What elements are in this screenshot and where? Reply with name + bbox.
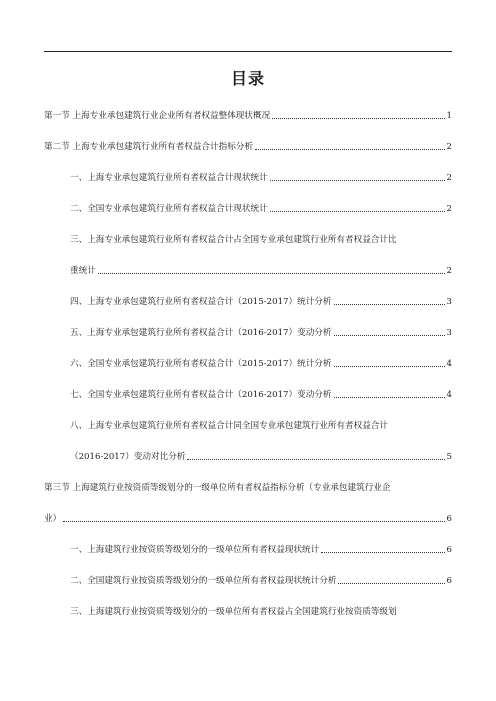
dot-leader <box>321 552 444 553</box>
toc-entry-section-3-continued[interactable] <box>44 513 452 525</box>
toc-entry-text: 三、上海建筑行业按资质等级划分的一级单位所有者权益占全国建筑行业按资质等级划 <box>70 607 397 617</box>
toc-entry-text: 八、上海专业承包建筑行业所有者权益合计同全国专业承包建筑行业所有者权益合计 <box>70 421 388 431</box>
toc-entry-page: 3 <box>446 297 452 307</box>
toc-entry-text: 六、全国专业承包建筑行业所有者权益合计（2015-2017）统计分析 <box>70 359 332 369</box>
toc-entry-page: 2 <box>446 142 452 152</box>
toc-entry-text: 一、上海专业承包建筑行业所有者权益合计现状统计 <box>70 173 268 183</box>
toc-entry-page: 4 <box>446 359 452 369</box>
dot-leader <box>255 149 445 150</box>
toc-entry-text: 重统计 <box>70 266 96 276</box>
toc-entry-page: 6 <box>446 576 452 586</box>
toc-title: 目录 <box>230 69 265 88</box>
toc-entry-section-2[interactable] <box>44 141 452 153</box>
dot-leader <box>270 211 445 212</box>
toc-entry-page: 6 <box>446 545 452 555</box>
toc-entry-2-1[interactable] <box>70 172 452 184</box>
toc-entry-page: 1 <box>446 111 452 121</box>
toc-entry-2-2[interactable] <box>70 203 452 215</box>
toc-entry-page: 2 <box>446 266 452 276</box>
toc-entry-text: 二、全国建筑行业按资质等级划分的一级单位所有者权益现状统计分析 <box>70 576 337 586</box>
toc-entry-text: 七、全国专业承包建筑行业所有者权益合计（2016-2017）变动分析 <box>70 390 332 400</box>
toc-entry-text: 业） <box>44 514 62 524</box>
toc-entry-2-7[interactable] <box>70 389 452 401</box>
dot-leader <box>187 459 444 460</box>
toc-entry-text: 三、上海专业承包建筑行业所有者权益合计占全国专业承包建筑行业所有者权益合计比 <box>70 235 397 245</box>
dot-leader <box>334 366 445 367</box>
dot-leader <box>270 180 445 181</box>
toc-entry-text: 第一节 上海专业承包建筑行业企业所有者权益整体现状概况 <box>44 111 271 121</box>
toc-entry-2-3-continued[interactable] <box>70 265 452 277</box>
dot-leader <box>338 583 444 584</box>
toc-entry-section-1[interactable] <box>44 110 452 122</box>
toc-entry-2-4[interactable] <box>70 296 452 308</box>
toc-entry-text: 四、上海专业承包建筑行业所有者权益合计（2015-2017）统计分析 <box>70 297 332 307</box>
toc-entry-3-2[interactable] <box>70 575 452 587</box>
dot-leader <box>63 521 444 522</box>
toc-entry-2-5[interactable] <box>70 327 452 339</box>
toc-entry-text: 一、上海建筑行业按资质等级划分的一级单位所有者权益现状统计 <box>70 545 320 555</box>
toc-entry-page: 6 <box>446 514 452 524</box>
toc-entry-page: 2 <box>446 204 452 214</box>
toc-entry-page: 2 <box>446 173 452 183</box>
toc-entry-2-8-continued[interactable] <box>70 451 452 463</box>
dot-leader <box>334 304 445 305</box>
toc-entry-3-1[interactable] <box>70 544 452 556</box>
toc-entry-text: 第三节 上海建筑行业按资质等级划分的一级单位所有者权益指标分析（专业承包建筑行业企 <box>44 483 391 493</box>
dot-leader <box>334 335 445 336</box>
toc-entry-text: 二、全国专业承包建筑行业所有者权益合计现状统计 <box>70 204 268 214</box>
toc-entry-section-3[interactable] <box>44 482 452 494</box>
toc-entry-text: （2016-2017）变动对比分析 <box>70 452 186 462</box>
dot-leader <box>334 397 445 398</box>
dot-leader <box>98 273 445 274</box>
toc-entry-2-3[interactable] <box>70 234 452 246</box>
toc-entry-page: 4 <box>446 390 452 400</box>
toc-entry-2-8[interactable] <box>70 420 452 432</box>
toc-entry-3-3[interactable] <box>70 606 452 618</box>
toc-entry-2-6[interactable] <box>70 358 452 370</box>
toc-entry-text: 第二节 上海专业承包建筑行业所有者权益合计指标分析 <box>44 142 253 152</box>
dot-leader <box>272 118 444 119</box>
toc-entry-text: 五、上海专业承包建筑行业所有者权益合计（2016-2017）变动分析 <box>70 328 332 338</box>
toc-entry-page: 3 <box>446 328 452 338</box>
toc-entry-page: 5 <box>446 452 452 462</box>
